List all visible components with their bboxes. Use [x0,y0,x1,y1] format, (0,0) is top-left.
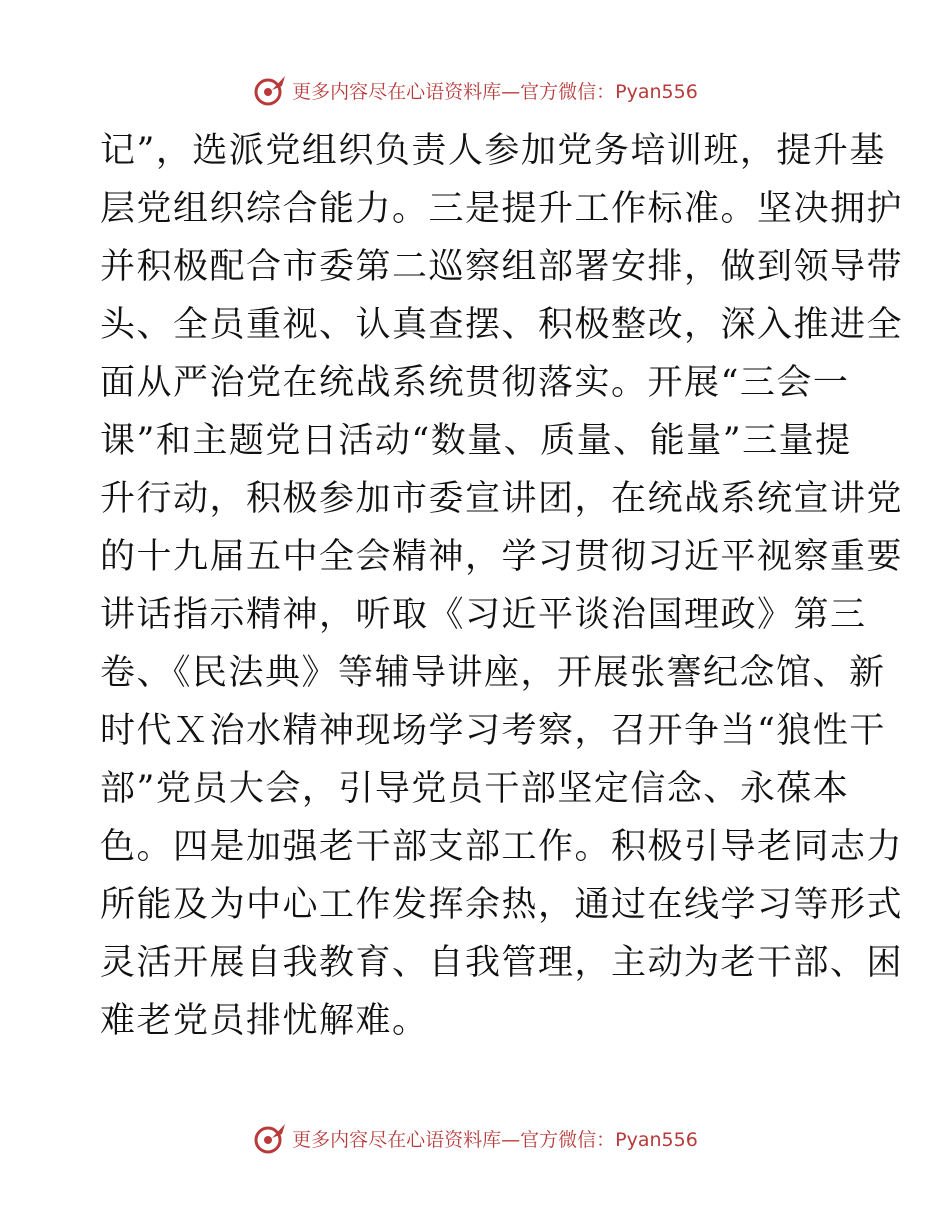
body-line: 头、全员重视、认真查摆、积极整改，深入推进全 [100,305,904,345]
quill-logo-icon [252,72,288,108]
body-line: 升行动，积极参加市委宣讲团，在统战系统宣讲党 [100,479,904,519]
body-line: 记”，选派党组织负责人参加党务培训班，提升基 [100,131,886,171]
body-line: 面从严治党在统战系统贯彻落实。开展“三会一 [100,363,850,403]
header-banner [0,70,950,110]
quill-logo-icon [252,1120,288,1156]
document-body [100,122,904,1050]
body-line: 课”和主题党日活动“数量、质量、能量”三量提 [100,421,852,461]
footer-banner-text: 更多内容尽在心语资料库—官方微信：Pyan556 [292,1128,698,1151]
body-line: 时代Ｘ治水精神现场学习考察，召开争当“狼性干 [100,711,886,751]
body-line: 讲话指示精神，听取《习近平谈治国理政》第三 [100,595,867,635]
body-line: 所能及为中心工作发挥余热，通过在线学习等形式 [100,885,904,925]
body-line: 层党组织综合能力。三是提升工作标准。坚决拥护 [100,189,904,229]
body-line: 部”党员大会，引导党员干部坚定信念、永葆本 [100,769,850,809]
body-line: 并积极配合市委第二巡察组部署安排，做到领导带 [100,247,904,287]
body-line: 色。四是加强老干部支部工作。积极引导老同志力 [100,827,904,867]
body-line: 卷、《民法典》等辅导讲座，开展张謇纪念馆、新 [100,653,886,693]
body-line: 灵活开展自我教育、自我管理，主动为老干部、困 [100,943,904,983]
body-line: 的十九届五中全会精神，学习贯彻习近平视察重要 [100,537,904,577]
header-banner-text: 更多内容尽在心语资料库—官方微信：Pyan556 [292,80,698,103]
body-line: 难老党员排忧解难。 [100,1001,429,1041]
footer-banner [0,1118,950,1158]
